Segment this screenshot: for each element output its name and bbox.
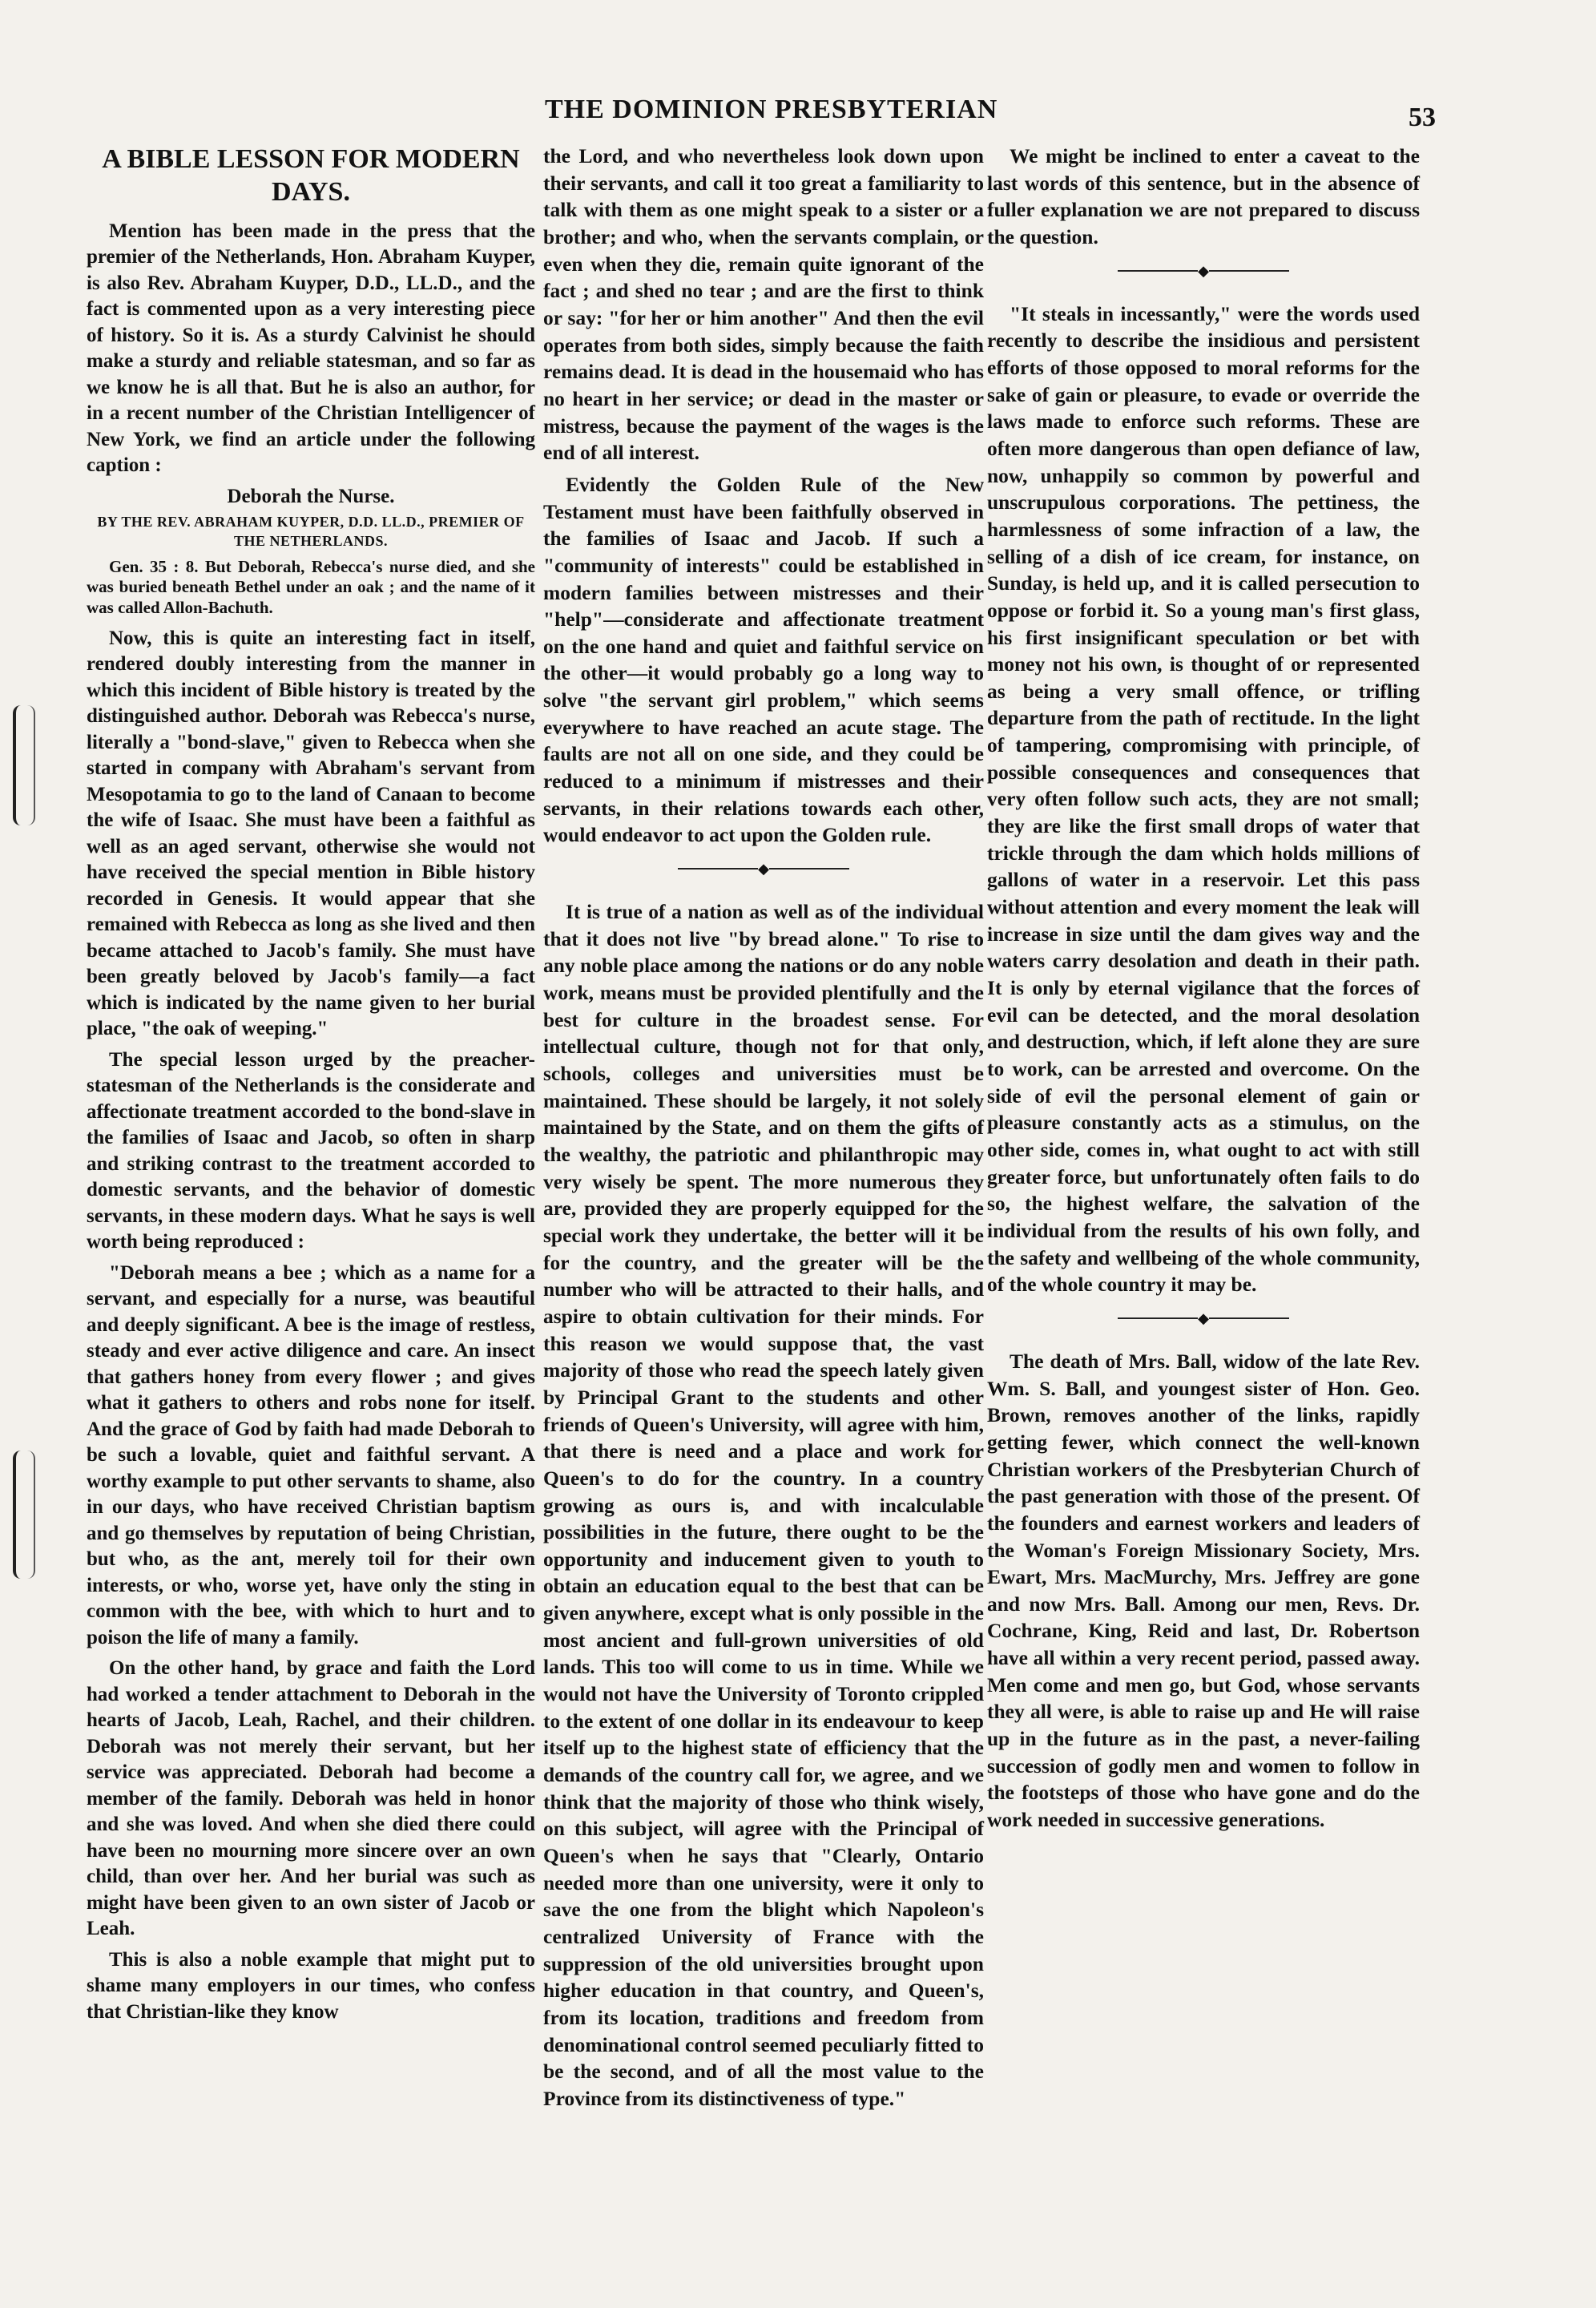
column-middle: [543, 143, 984, 2117]
section-separator: [543, 858, 984, 876]
ornament-icon: ◆: [1198, 262, 1209, 279]
separator-rule: [1209, 270, 1289, 272]
page-number: 53: [1409, 103, 1436, 132]
scripture-quote: Gen. 35 : 8. But Deborah, Rebecca's nurse died, and she was buried beneath Bethel under an oak ; and the name of it was called Allon-Bachuth.: [87, 557, 535, 617]
ornament-icon: ◆: [758, 861, 769, 878]
column-right: [987, 143, 1420, 1838]
separator-rule: [678, 868, 758, 870]
page-header: THE DOMINION PRESBYTERIAN: [545, 95, 998, 124]
ornament-icon: ◆: [1198, 1309, 1209, 1326]
separator-rule: [1209, 1317, 1289, 1319]
margin-mark-upper: [13, 705, 35, 825]
separator-rule: [769, 868, 849, 870]
article-byline: BY THE REV. ABRAHAM KUYPER, D.D. LL.D., PREMIER OF THE NETHERLANDS.: [97, 514, 525, 549]
paragraph: The death of Mrs. Ball, widow of the late Rev. Wm. S. Ball, and youngest sister of Hon. Geo. Brown, removes another of the links, rapidly getting fewer, which connect the well-known Christian workers of the Presbyterian Church of the past generation with those of the present. Of the founders and earnest workers and leaders of the Woman's Foreign Missionary Society, Mrs. Ewart, Mrs. MacMurchy, Mrs. Jeffrey are gone and now Mrs. Ball. Among our men, Revs. Dr. Cochrane, King, Reid and last, Dr. Robertson have all within a very recent period, passed away. Men come and men go, but God, whose servants they all were, is able to raise up and He will raise up in the future as in the past, a never-failing succession of godly men and women to follow in the footsteps of those who have gone and do the work needed in successive generations.: [987, 1349, 1420, 1832]
paragraph: Now, this is quite an interesting fact in itself, rendered doubly interesting from the manner in which this incident of Bible history is treated by the distinguished author. Deborah was Rebecca's nurse, literally a "bond-slave," given to Rebecca when she started in company with Abraham's servant from Mesopotamia to go to the land of Canaan to become the wife of Isaac. She must have been a faithful as well as an aged servant, otherwise she would not have received the special mention in Bible history recorded in Genesis. It would appear that she remained with Rebecca as long as she lived and then became attached to Jacob's family. She must have been greatly beloved by Jacob's family—a fact which is indicated by the name given to her burial place, "the oak of weeping.": [87, 627, 535, 1040]
paragraph: On the other hand, by grace and faith the Lord had worked a tender attachment to Deborah in the hearts of Jacob, Leah, Rachel, and their children. Deborah was not merely their servant, but her service was appreciated. Deborah had become a member of the family. Deborah was held in honor and she was loved. And when she died there could have been no mourning more sincere over an own child, than over her. And her burial was such as might have been given to an own sister of Jacob or Leah.: [87, 1657, 535, 1940]
section-separator: [987, 1308, 1420, 1325]
paragraph: the Lord, and who nevertheless look down upon their servants, and call it too great a familiarity to talk with them as one might speak to a sister or a brother; and who, when the servants complain, or even when they die, remain quite ignorant of the fact ; and shed no tear ; and are the first to think or say: "for her or him another" And then the evil operates from both sides, simply because the faith remains dead. It is dead in the housemaid who has no heart in her service; or dead in the master or mistress, because the payment of the wages is the end of all interest.: [543, 144, 984, 465]
margin-mark-lower: [13, 1451, 35, 1579]
section-separator: [987, 260, 1420, 278]
paragraph: It is true of a nation as well as of the individual that it does not live "by bread alone." To rise to any noble place among the nations or do any noble work, means must be provided plentifully and the best for culture in the broadest sense. For intellectual culture, though not for that only, schools, colleges and universities must be maintained. These should be largely, it not solely maintained by the State, and on them the gifts of the wealthy, the patriotic and philanthropic may very wisely be spent. The more numerous they are, provided they are properly equipped for the special work they undertake, the better will it be for the country, and the greater will be the number who will be attracted to their halls, and aspire to obtain cultivation for their minds. For this reason we would suppose that, the vast majority of those who read the speech lately given by Principal Grant to the students and other friends of Queen's University, will agree with him, that there is need and a place and work for Queen's to do for the country. In a country growing as ours is, and with incalculable possibilities in the future, there ought to be the opportunity and inducement given to youth to obtain an education equal to the best that can be given anywhere, except what is only possible in the most ancient and full-grown universities of old lands. This too will come to us in time. While we would not have the University of Toronto crippled to the extent of one dollar in its endeavour to keep itself up to the highest state of efficiency that the demands of the country call for, we agree, and we think that the majority of those who think wisely, on this subject, will agree with the Principal of Queen's when he says that "Clearly, Ontario needed more than one university, were it only to save the one from the blight which Napoleon's centralized University of France with the suppression of the old universities brought upon higher education in that country, and Queen's, from its location, traditions and freedom from denominational control seemed peculiarly fitted to be the second, and of all the most value to the Province from its distinctiveness of type.": [543, 900, 984, 2110]
paragraph: The special lesson urged by the preacher-statesman of the Netherlands is the considerate and affectionate treatment accorded to the bond-slave in the families of Isaac and Jacob, so often in sharp and striking contrast to the treatment accorded to domestic servants, and the behavior of domestic servants, in these modern days. What he says is well worth being reproduced :: [87, 1048, 535, 1253]
article-title: A BIBLE LESSON FOR MODERN DAYS.: [102, 144, 520, 208]
paragraph: This is also a noble example that might put to shame many employers in our times, who confess that Christian-like they know: [87, 1948, 535, 2023]
paragraph: Evidently the Golden Rule of the New Testament must have been faithfully observed in the families of Isaac and Jacob. If such a "community of interests" could be established in modern families between mistresses and their "help"—considerate and affectionate treatment on the one hand and quiet and faithful service on the other—it would probably go a long way to solve "the servant girl problem," which seems everywhere to have reached an acute stage. The faults are not all on one side, and they could be reduced to a minimum if mistresses and their servants, in their relations towards each other, would endeavor to act upon the Golden rule.: [543, 472, 984, 847]
separator-rule: [1118, 270, 1198, 272]
paragraph: We might be inclined to enter a caveat to the last words of this sentence, but in the absence of fuller explanation we are not prepared to discuss the question.: [987, 144, 1420, 248]
column-left: [87, 143, 535, 2030]
article-subtitle: Deborah the Nurse.: [227, 485, 395, 507]
paragraph: "Deborah means a bee ; which as a name for a servant, and especially for a nurse, was beautiful and deeply significant. A bee is the image of restless, steady and ever active diligence and care. An insect that gathers honey from every flower ; and gives what it gathers to others and robs none for itself. And the grace of God by faith had made Deborah to be such a lovable, quiet and faithful servant. A worthy example to put other servants to shame, also in our days, who have received Christian baptism and go themselves by reputation of being Christian, but who, as the ant, merely toil for their own interests, or who, worse yet, have only the sting in common with the bee, with which to hurt and to poison the life of many a family.: [87, 1261, 535, 1648]
article-intro: Mention has been made in the press that the premier of the Netherlands, Hon. Abraham Kuyper, is also Rev. Abraham Kuyper, D.D., LL.D., and the fact is commented upon as a very interesting piece of history. So it is. As a sturdy Calvinist he should make a sturdy and reliable statesman, and so far as we know he is all that. But he is also an author, for in a recent number of the Christian Intelligencer of New York, we find an article under the following caption :: [87, 220, 535, 477]
paragraph: "It steals in incessantly," were the words used recently to describe the insidious and persistent efforts of those opposed to moral reforms for the sake of gain or pleasure, to evade or override the laws made to enforce such reforms. These are often more dangerous than open defiance of law, now, unhappily so common by powerful and unscrupulous corporations. The pettiness, the harmlessness of some infraction of a law, the selling of a dish of ice cream, for instance, on Sunday, is held up, and it is called persecution to oppose or forbid it. So a young man's first glass, his first insignificant speculation or bet with money not his own, is thought of or represented as being a very small offence, or trifling departure from the path of rectitude. In the light of tampering, compromising with principle, of possible consequences and consequences that very often follow such acts, they are not small; they are like the first small drops of water that trickle through the dam which holds millions of gallons of water in a reservoir. Let this pass without attention and every moment the leak will increase in size until the dam gives way and the waters carry desolation and death in their path. It is only by eternal vigilance that the forces of evil can be detected, and the moral desolation and destruction, which, if left alone they are sure to work, can be arrested and overcome. On the side of evil the personal element of gain or pleasure constantly acts as a stimulus, on the other side, comes in, what ought to act with still greater force, but unfortunately often fails to do so, the highest welfare, the salvation of the individual from the results of his own folly, and the safety and wellbeing of the whole community, of the whole country it may be.: [987, 301, 1420, 1297]
separator-rule: [1118, 1317, 1198, 1319]
